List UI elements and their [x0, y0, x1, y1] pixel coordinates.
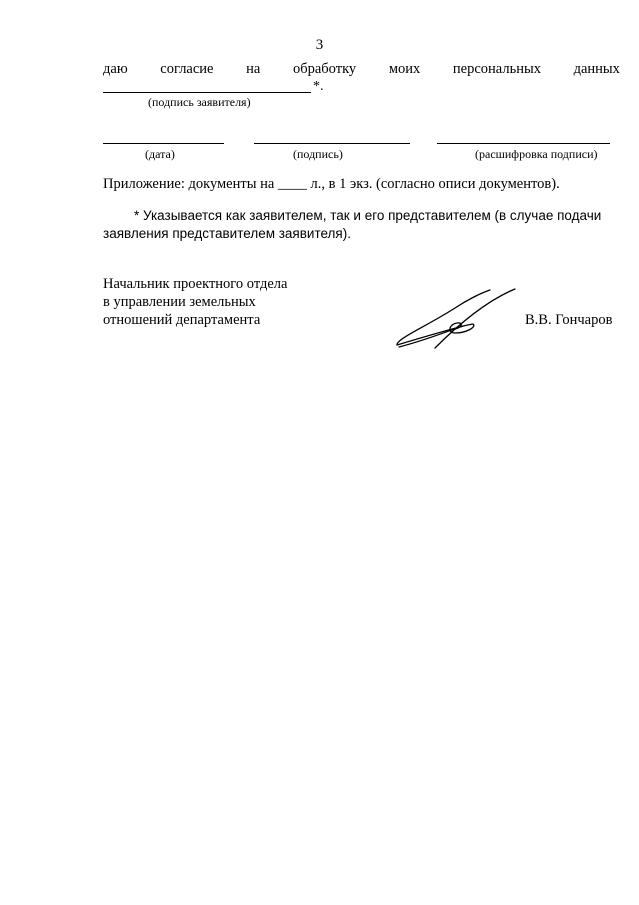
signature-stroke	[399, 326, 463, 347]
official-title-line: Начальник проектного отдела	[103, 276, 288, 292]
decoding-caption: (расшифровка подписи)	[475, 147, 598, 161]
applicant-signature-line	[103, 92, 311, 93]
footnote-line-2: заявления представителем заявителя).	[103, 226, 351, 241]
date-caption: (дата)	[145, 147, 175, 161]
official-title-line: в управлении земельных	[103, 294, 256, 310]
appendix-prefix: Приложение: документы на	[103, 176, 275, 192]
appendix-line	[103, 176, 560, 193]
consent-word: данных	[573, 61, 620, 77]
page-number: 3	[315, 37, 324, 53]
handwritten-signature	[393, 286, 518, 352]
applicant-signature-caption: (подпись заявителя)	[148, 95, 251, 109]
signature-line	[254, 143, 410, 144]
signature-caption: (подпись)	[293, 147, 343, 161]
date-line	[103, 143, 224, 144]
consent-word: на	[246, 61, 261, 77]
official-title-line: отношений департамента	[103, 312, 261, 328]
consent-word: обработку	[292, 61, 357, 77]
appendix-blank: ____	[277, 176, 307, 192]
consent-line	[103, 61, 620, 78]
appendix-suffix: л., в 1 экз. (согласно описи документов).	[310, 176, 560, 192]
footnote-marker: *.	[313, 79, 324, 94]
consent-word: согласие	[160, 61, 214, 77]
footnote-line-1: * Указывается как заявителем, так и его представителем (в случае подачи	[134, 208, 602, 223]
signature-stroke	[435, 289, 515, 348]
decoding-line	[437, 143, 610, 144]
consent-word: моих	[388, 61, 421, 77]
consent-word: персональных	[452, 61, 541, 77]
signature-stroke	[397, 290, 490, 345]
consent-word: даю	[103, 61, 128, 77]
official-name: В.В. Гончаров	[525, 312, 613, 328]
